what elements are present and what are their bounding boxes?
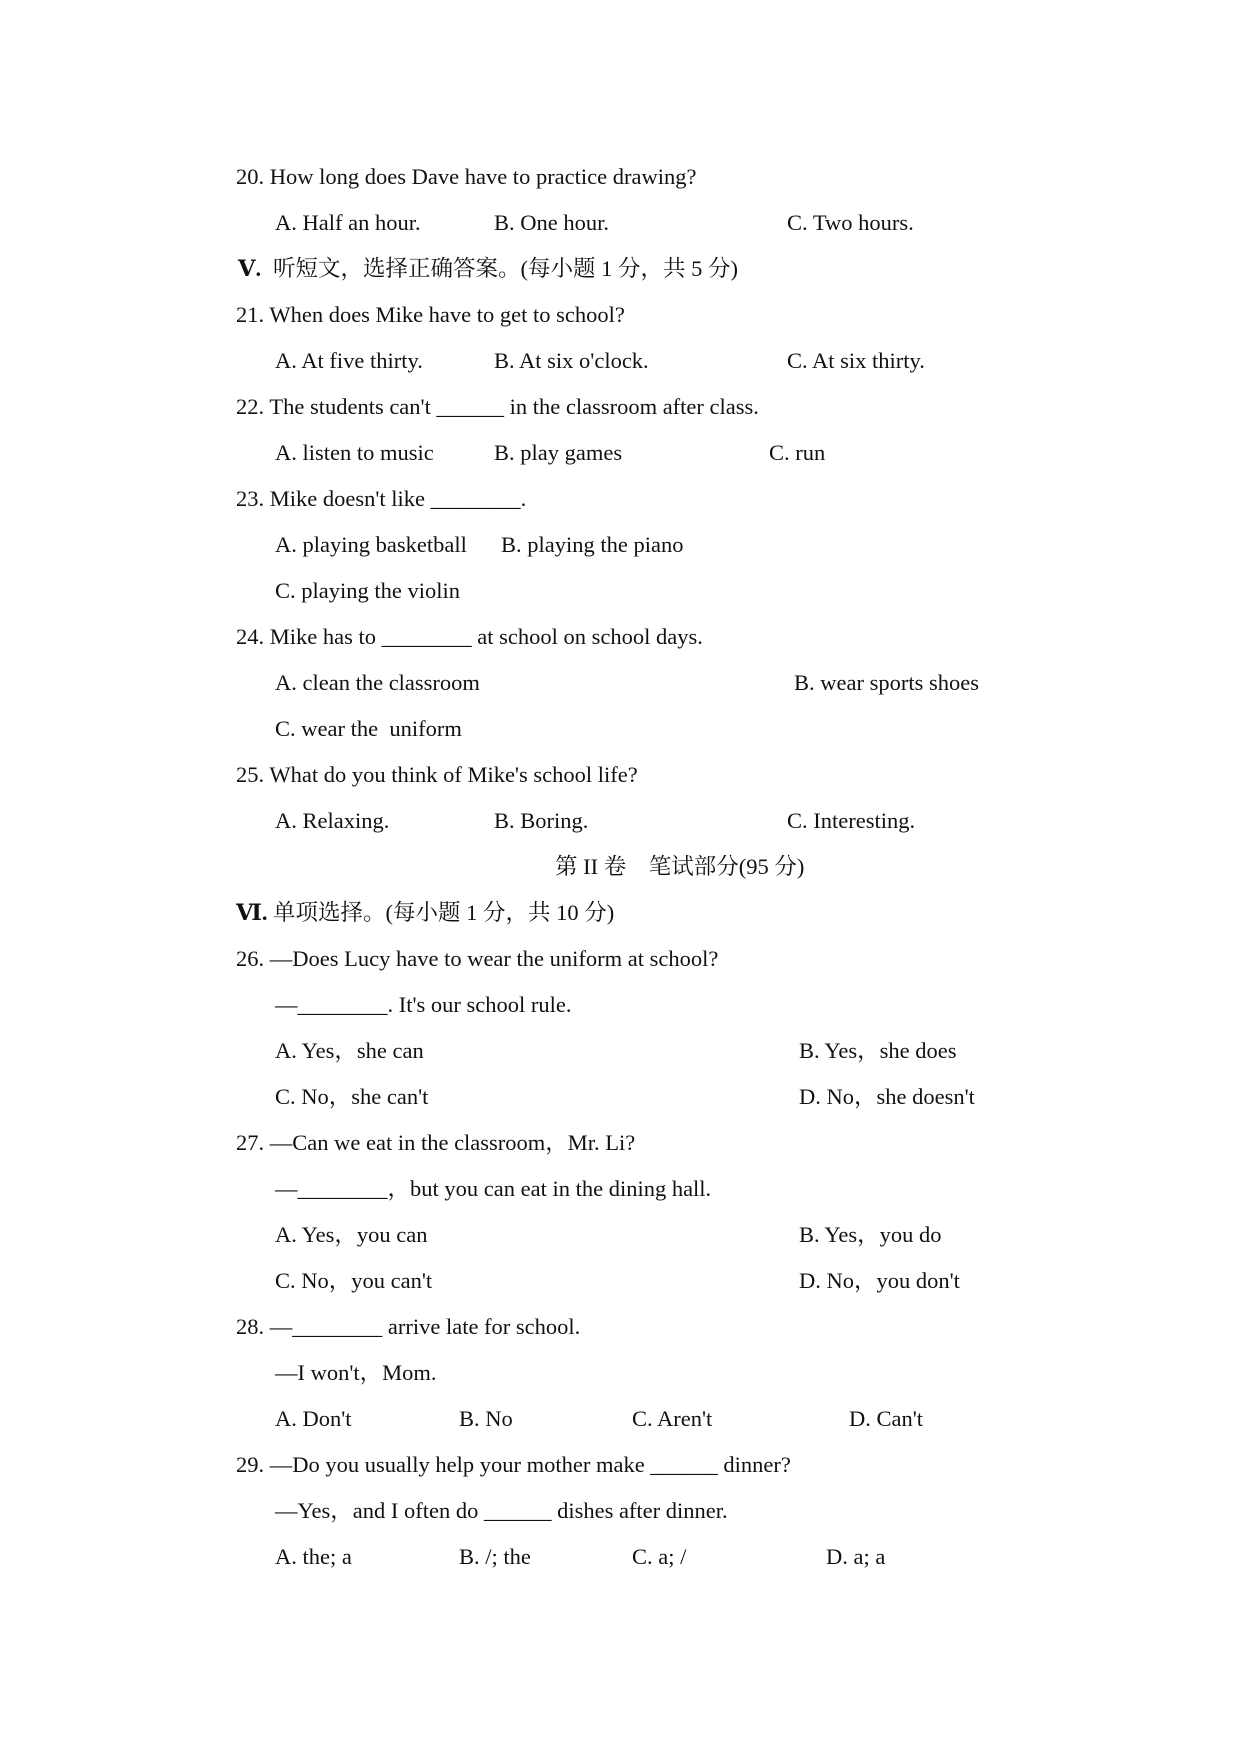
question-26-option-b: B. Yes，she does (799, 1038, 957, 1063)
question-22-option-c: C. run (769, 440, 826, 465)
question-22-option-b: B. play games (494, 440, 623, 465)
question-23-stem: 23. Mike doesn't like ________. (236, 486, 527, 511)
question-24-stem: 24. Mike has to ________ at school on school days. (236, 624, 703, 649)
section-5-heading: 听短文，选择正确答案。(每小题 1 分，共 5 分) (273, 256, 738, 281)
question-26-reply: —________. It's our school rule. (275, 992, 572, 1017)
question-27-stem: 27. —Can we eat in the classroom，Mr. Li? (236, 1130, 636, 1155)
question-25-stem: 25. What do you think of Mike's school life? (236, 762, 638, 787)
question-27-option-a: A. Yes，you can (275, 1222, 428, 1247)
question-26-option-d: D. No，she doesn't (799, 1084, 975, 1109)
question-27-option-d: D. No，you don't (799, 1268, 960, 1293)
question-25-option-c: C. Interesting. (787, 808, 916, 833)
question-20-option-c: C. Two hours. (787, 210, 914, 235)
question-28-reply: —I won't，Mom. (275, 1360, 437, 1385)
question-28-option-a: A. Don't (275, 1406, 352, 1431)
question-23-option-c: C. playing the violin (275, 578, 460, 603)
question-29-stem: 29. —Do you usually help your mother make ______ dinner? (236, 1452, 791, 1477)
question-22-stem: 22. The students can't ______ in the classroom after class. (236, 394, 759, 419)
question-21-option-b: B. At six o'clock. (494, 348, 649, 373)
question-26-option-c: C. No，she can't (275, 1084, 429, 1109)
question-20-stem: 20. How long does Dave have to practice drawing? (236, 164, 697, 189)
question-21-option-a: A. At five thirty. (275, 348, 423, 373)
question-28-stem: 28. —________ arrive late for school. (236, 1314, 581, 1339)
question-24-option-a: A. clean the classroom (275, 670, 480, 695)
question-29-option-a: A. the; a (275, 1544, 352, 1569)
question-20-option-b: B. One hour. (494, 210, 609, 235)
question-25-option-b: B. Boring. (494, 808, 589, 833)
question-29-option-d: D. a; a (826, 1544, 886, 1569)
question-27-option-b: B. Yes，you do (799, 1222, 942, 1247)
question-28-option-c: C. Aren't (632, 1406, 713, 1431)
question-24-option-b: B. wear sports shoes (794, 670, 979, 695)
question-24-option-c: C. wear the uniform (275, 716, 462, 741)
question-29-option-b: B. /; the (459, 1544, 531, 1569)
question-22-option-a: A. listen to music (275, 440, 434, 465)
question-27-reply: —________，but you can eat in the dining hall. (275, 1176, 712, 1201)
section-6-numeral: Ⅵ. (236, 900, 268, 925)
question-21-option-c: C. At six thirty. (787, 348, 925, 373)
question-23-option-a: A. playing basketball (275, 532, 467, 557)
section-5-numeral: Ⅴ. (238, 256, 262, 281)
question-23-option-b: B. playing the piano (501, 532, 684, 557)
question-21-stem: 21. When does Mike have to get to school? (236, 302, 625, 327)
section-6-heading: 单项选择。(每小题 1 分，共 10 分) (273, 900, 615, 925)
question-29-reply: —Yes，and I often do ______ dishes after dinner. (275, 1498, 728, 1523)
question-26-stem: 26. —Does Lucy have to wear the uniform at school? (236, 946, 719, 971)
question-28-option-d: D. Can't (849, 1406, 924, 1431)
question-29-option-c: C. a; / (632, 1544, 687, 1569)
question-25-option-a: A. Relaxing. (275, 808, 390, 833)
question-26-option-a: A. Yes，she can (275, 1038, 424, 1063)
part-2-heading: 第 II 卷 笔试部分(95 分) (555, 854, 805, 879)
question-27-option-c: C. No，you can't (275, 1268, 433, 1293)
question-20-option-a: A. Half an hour. (275, 210, 421, 235)
question-28-option-b: B. No (459, 1406, 513, 1431)
